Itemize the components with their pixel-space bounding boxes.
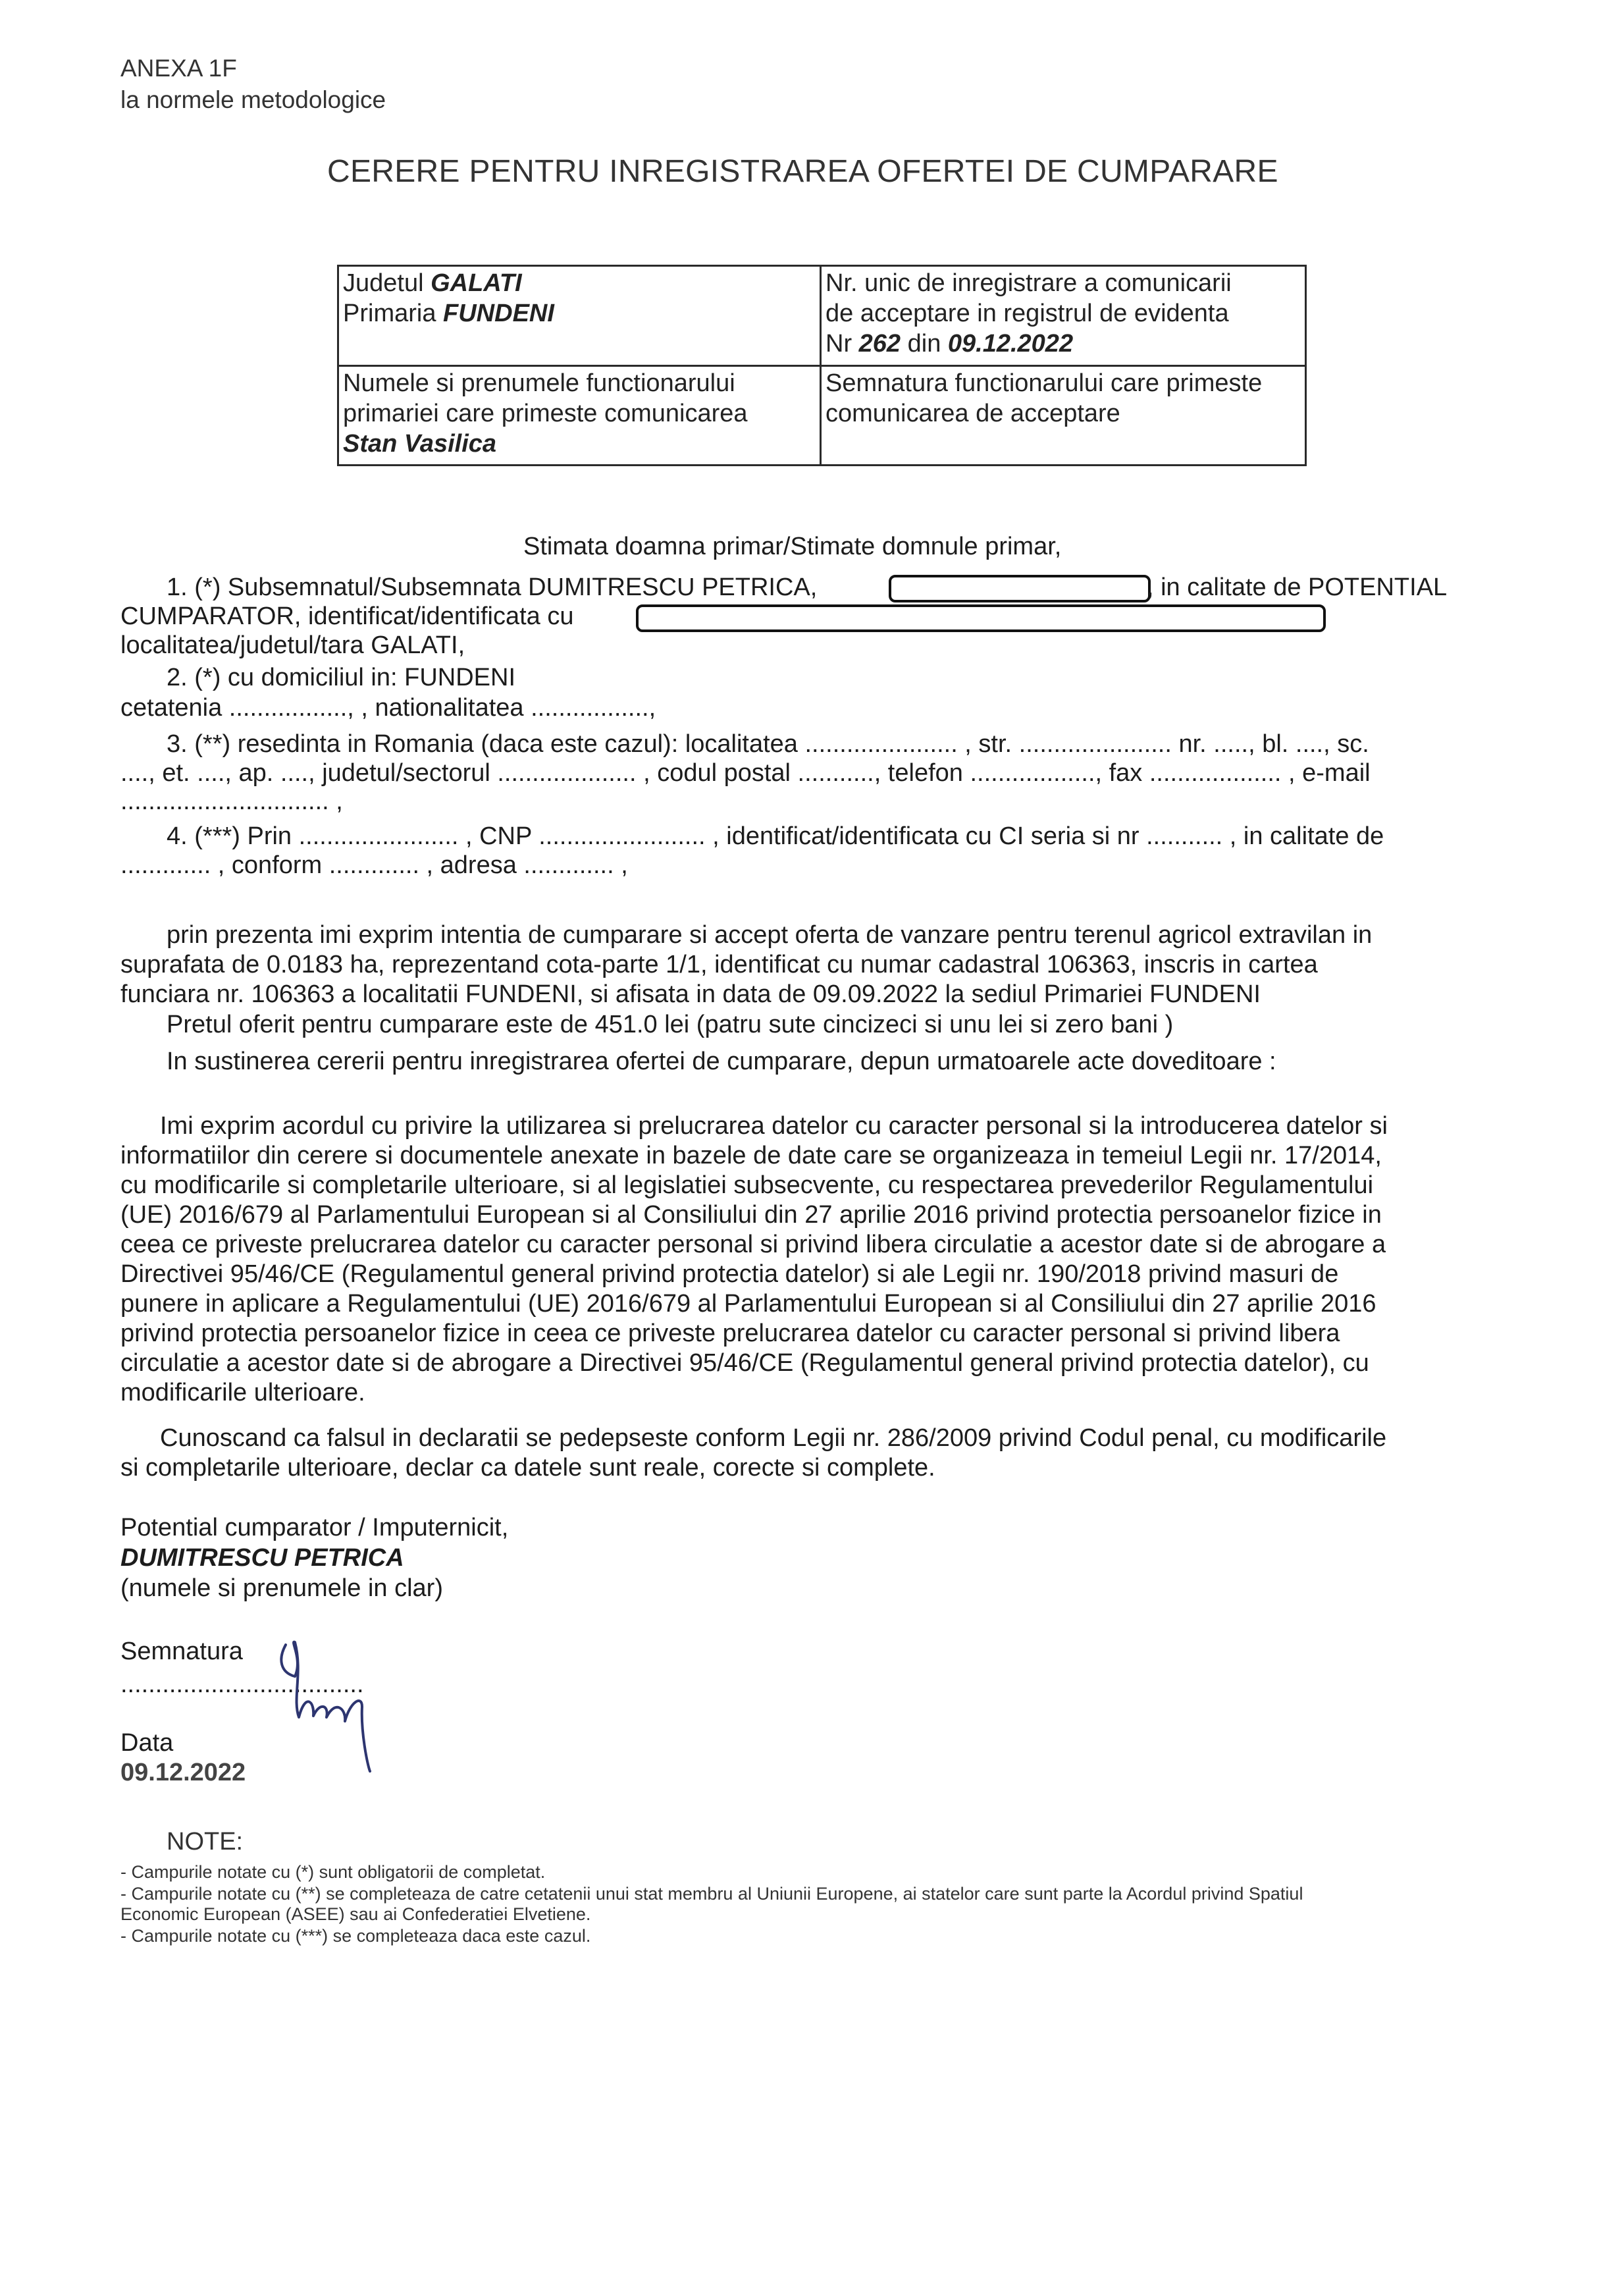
offer-line-1: prin prezenta imi exprim intentia de cumparare si accept oferta de vanzare pentru terenul agricol extravilan in: [167, 921, 1373, 949]
annex-label: ANEXA 1F: [120, 55, 237, 82]
gdpr-line: modificarile ulterioare.: [120, 1379, 365, 1406]
official-signature-label-2: comunicarea de acceptare: [825, 400, 1120, 427]
city-hall-value: FUNDENI: [443, 300, 554, 327]
price-line: Pretul oferit pentru cumparare este de 451.0 lei (patru sute cincizeci si unu lei si zero bani ): [167, 1011, 1174, 1038]
registry-nr-prefix: Nr: [825, 330, 859, 358]
section-2-line-2: cetatenia ................., , nationalitatea .................,: [120, 694, 656, 722]
official-label-1: Numele si prenumele functionarului: [343, 369, 735, 397]
salutation: Stimata doamna primar/Stimate domnule primar,: [523, 533, 1062, 560]
gdpr-line: informatiilor din cerere si documentele anexate in bazele de date care se organizeaza in temeiul Legii nr. 17/2014,: [120, 1142, 1382, 1169]
section-3-line-1: 3. (**) resedinta in Romania (daca este cazul): localitatea ...................... , str. ...................... nr. ....., bl. ...., sc.: [167, 730, 1369, 758]
note-item: - Campurile notate cu (***) se completeaza daca este cazul.: [120, 1926, 591, 1946]
section-1-line-2: CUMPARATOR, identificat/identificata cu: [120, 602, 574, 630]
official-signature-label-1: Semnatura functionarului care primeste: [825, 369, 1263, 397]
section-1-line-1a: 1. (*) Subsemnatul/Subsemnata DUMITRESCU PETRICA,: [167, 574, 818, 601]
gdpr-line: ceea ce priveste prelucrarea datelor cu caracter personal si privind libera circulatie a acestor date si de abrogare a: [120, 1231, 1386, 1258]
registry-date-value: 09.12.2022: [947, 330, 1074, 358]
annex-subtitle: la normele metodologice: [120, 86, 386, 113]
note-item: - Campurile notate cu (**) se completeaza de catre cetatenii unui stat membru al Uniunii Europene, ai statelor care sunt parte la Acordul privind Spatiul: [120, 1884, 1303, 1904]
note-item: Economic European (ASEE) sau ai Confederatiei Elvetiene.: [120, 1904, 591, 1924]
signature-dotted-line: ...................................: [120, 1670, 364, 1698]
handwritten-signature: [263, 1633, 408, 1778]
section-4-line-1: 4. (***) Prin ....................... , CNP ........................ , identificat/identificata cu CI seria si nr ........... , in calitate de: [167, 822, 1384, 850]
redacted-field-2: [636, 604, 1326, 632]
section-3-line-2: ...., et. ...., ap. ...., judetul/sectorul .................... , codul postal ..........., telefon .................., fax ................... , e-mail: [120, 759, 1371, 787]
date-value: 09.12.2022: [120, 1759, 246, 1786]
note-item: - Campurile notate cu (*) sunt obligatorii de completat.: [120, 1862, 546, 1882]
official-label-2: primariei care primeste comunicarea: [343, 400, 748, 427]
signature-label: Semnatura: [120, 1638, 243, 1665]
buyer-name-hint: (numele si prenumele in clar): [120, 1574, 443, 1602]
offer-line-3: funciara nr. 106363 a localitatii FUNDENI, si afisata in data de 09.09.2022 la sediul Primariei FUNDENI: [120, 980, 1261, 1008]
gdpr-line: cu modificarile si completarile ulterioare, si al legislatiei subsecvente, cu respectarea prevederilor Regulamentului: [120, 1171, 1374, 1199]
penal-declaration-line-2: si completarile ulterioare, declar ca datele sunt reale, corecte si complete.: [120, 1454, 935, 1482]
registry-din-label: din: [901, 330, 948, 358]
registry-number-value: 262: [858, 330, 901, 358]
gdpr-line: punere in aplicare a Regulamentului (UE) 2016/679 al Parlamentului European si al Consiliului din 27 aprilie 2016: [120, 1290, 1376, 1318]
registry-table: [337, 265, 1307, 466]
gdpr-line: privind protectia persoanelor fizice in ceea ce priveste prelucrarea datelor cu caracter personal si privind libera: [120, 1320, 1340, 1347]
redacted-field-1: [889, 575, 1151, 602]
gdpr-line: Imi exprim acordul cu privire la utilizarea si prelucrarea datelor cu caracter personal si la introducerea datelor si: [160, 1112, 1388, 1140]
gdpr-line: (UE) 2016/679 al Parlamentului European si al Consiliului din 27 aprilie 2016 privind protectia persoanelor fizice in: [120, 1201, 1382, 1229]
registry-cell-county: [338, 266, 821, 366]
section-1-line-3: localitatea/judetul/tara GALATI,: [120, 631, 465, 659]
penal-declaration-line-1: Cunoscand ca falsul in declaratii se pedepseste conform Legii nr. 286/2009 privind Codul penal, cu modificarile: [160, 1424, 1387, 1452]
registry-cell-signature: [821, 366, 1306, 466]
county-value: GALATI: [431, 269, 522, 297]
section-4-line-2: ............. , conform ............. , adresa ............. ,: [120, 851, 628, 879]
section-2-line-1: 2. (*) cu domiciliul in: FUNDENI: [167, 664, 515, 691]
notes-title: NOTE:: [167, 1828, 244, 1856]
registry-cell-number: [821, 266, 1306, 366]
buyer-name: DUMITRESCU PETRICA: [120, 1544, 404, 1572]
buyer-role: Potential cumparator / Imputernicit,: [120, 1514, 509, 1541]
official-name: Stan Vasilica: [343, 430, 497, 458]
registry-number-label-1: Nr. unic de inregistrare a comunicarii: [825, 269, 1232, 297]
gdpr-line: Directivei 95/46/CE (Regulamentul general privind protectia datelor) si ale Legii nr. 190/2018 privind masuri de: [120, 1260, 1339, 1288]
county-label: Judetul: [343, 269, 431, 297]
date-label: Data: [120, 1729, 174, 1757]
offer-line-2: suprafata de 0.0183 ha, reprezentand cota-parte 1/1, identificat cu numar cadastral 106363, inscris in cartea: [120, 951, 1318, 978]
section-1-line-1b: , in calitate de POTENTIAL: [1147, 574, 1448, 601]
supporting-documents-line: In sustinerea cererii pentru inregistrarea ofertei de cumparare, depun urmatoarele acte doveditoare :: [167, 1048, 1276, 1075]
registry-cell-official: [338, 366, 821, 466]
document-title: CERERE PENTRU INREGISTRAREA OFERTEI DE CUMPARARE: [327, 154, 1278, 189]
registry-number-label-2: de acceptare in registrul de evidenta: [825, 300, 1229, 327]
city-hall-label: Primaria: [343, 300, 444, 327]
section-3-line-3: .............................. ,: [120, 788, 343, 815]
gdpr-line: circulatie a acestor date si de abrogare a Directivei 95/46/CE (Regulamentul general privind protectia datelor), cu: [120, 1349, 1369, 1377]
annex-header: [120, 53, 386, 116]
